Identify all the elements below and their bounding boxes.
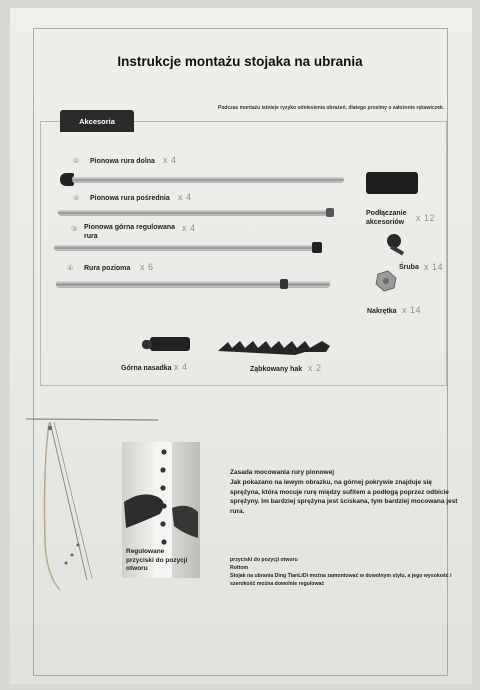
part-qty: x 4 — [174, 362, 188, 372]
part-number: ① — [73, 158, 80, 165]
part-qty: x 4 — [163, 155, 177, 165]
part-label-screw: Śruba — [399, 264, 419, 271]
top-cap-image — [142, 337, 190, 351]
principle-body: Jak pokazano na lewym obrazku, na górnej pokrywie znajduje się sprężyna, która mocuje rurę między sufitem a podłogą poprzez odbicie sprężyny. Im bardziej sprężyna jest ściskana, tym bardziej mocowana jest rura. — [230, 479, 458, 515]
note-line-2: Rottom — [230, 565, 249, 571]
part-label-connector: Podłączanie akcesoriów — [366, 210, 407, 226]
part-qty: x 2 — [308, 363, 322, 373]
buttons-caption: Regulowane przyciski do pozycji otworu — [126, 548, 188, 573]
page-title: Instrukcje montażu stojaka na ubrania — [117, 54, 363, 69]
note-line-1: przyciski do pozycji otworu — [230, 557, 298, 563]
part-label-toothed-hook: Ząbkowany hak — [250, 366, 303, 373]
principle-heading: Zasada mocowania rury pionowej — [230, 469, 335, 476]
part-qty: x 14 — [424, 262, 444, 272]
part-number: ② — [73, 195, 80, 202]
part-qty: x 4 — [182, 223, 196, 233]
part-label-lower-pipe: Pionowa rura dolna — [90, 158, 155, 165]
part-qty: x 6 — [140, 262, 154, 272]
toothed-hook-image — [218, 341, 330, 355]
part-label-middle-pipe: Pionowa rura pośrednia — [90, 195, 170, 202]
part-label-horizontal-pipe: Rura pozioma — [84, 265, 131, 272]
part-qty: x 12 — [416, 213, 436, 223]
accessories-tab: Akcesoria — [60, 110, 134, 132]
part-number: ④ — [67, 265, 74, 272]
note-line-3: Stojak na ubrania Ding TianLiDi można zamontować w dowolnym stylu, a jego wysokość i szerokość można dowolnie regulować — [230, 573, 452, 587]
part-label-upper-pipe: Pionowa górna regulowana rura — [84, 224, 176, 240]
screw-image — [387, 234, 404, 255]
part-number: ③ — [71, 226, 78, 233]
part-label-top-cap: Górna nasadka — [121, 365, 172, 372]
safety-warning: Podczas montażu istnieje ryzyko odniesienia obrażeń, dlatego prosimy o założenie rękawiczek. — [218, 105, 445, 111]
part-label-nut: Nakrętka — [367, 308, 397, 315]
part-qty: x 4 — [178, 192, 192, 202]
part-qty: x 14 — [402, 305, 422, 315]
